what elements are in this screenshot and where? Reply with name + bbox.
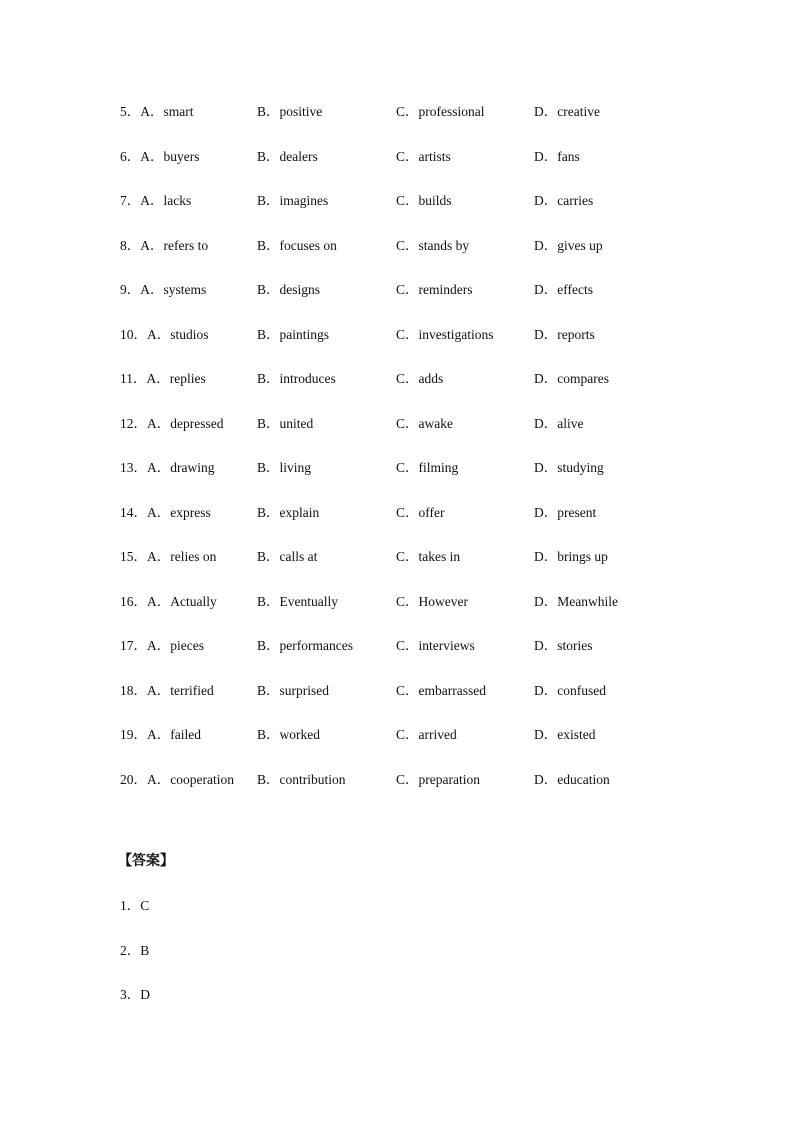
option-c: C．professional: [396, 104, 485, 119]
option-a: 12．A．depressed: [120, 415, 224, 431]
option-d: D．alive: [534, 415, 584, 431]
option-a: 19．A．failed: [120, 727, 201, 742]
question-row: [120, 770, 680, 815]
option-d: D．effects: [534, 282, 593, 297]
option-d: D．present: [534, 504, 597, 520]
option-c: C．builds: [396, 193, 452, 208]
question-row: [120, 280, 680, 325]
option-c: C．adds: [396, 371, 444, 386]
option-d: D．existed: [534, 727, 596, 742]
option-b: B．explain: [257, 504, 320, 520]
option-b: B．focuses on: [257, 237, 337, 253]
question-row: [120, 236, 680, 281]
option-a: 9．A．systems: [120, 282, 207, 297]
option-d: D．confused: [534, 682, 606, 698]
question-row: [120, 325, 680, 370]
question-row: [120, 191, 680, 236]
option-c: C．However: [396, 593, 468, 609]
option-a: 14．A．express: [120, 504, 211, 520]
question-row: [120, 681, 680, 726]
option-a: 11．A．replies: [120, 371, 206, 386]
option-a: 10．A．studios: [120, 326, 209, 342]
option-d: D．brings up: [534, 549, 608, 564]
option-d: D．carries: [534, 193, 594, 208]
question-row: [120, 102, 680, 147]
option-b: B．worked: [257, 727, 320, 742]
option-b: B．positive: [257, 104, 323, 119]
option-c: C．artists: [396, 148, 451, 164]
option-b: B．imagines: [257, 193, 329, 208]
option-a: 5．A．smart: [120, 104, 194, 119]
question-row: [120, 725, 680, 770]
answer-item: 2．B: [120, 942, 150, 958]
option-a: 7．A．lacks: [120, 193, 192, 208]
option-b: B．surprised: [257, 682, 329, 698]
option-d: D．Meanwhile: [534, 593, 618, 609]
option-a: 6．A．buyers: [120, 148, 200, 164]
option-d: D．fans: [534, 148, 580, 164]
option-a: 17．A．pieces: [120, 638, 204, 653]
option-c: C．investigations: [396, 326, 494, 342]
option-c: C．reminders: [396, 282, 473, 297]
option-b: B．introduces: [257, 371, 336, 386]
option-c: C．stands by: [396, 237, 470, 253]
answer-item: 3．D: [120, 987, 150, 1002]
option-b: B．dealers: [257, 148, 318, 164]
option-b: B．designs: [257, 282, 321, 297]
answer-list: [120, 896, 150, 1030]
option-d: D．gives up: [534, 237, 603, 253]
answer-item: 1．C: [120, 898, 150, 913]
option-b: B．united: [257, 415, 314, 431]
option-c: C．filming: [396, 460, 459, 475]
option-b: B．performances: [257, 638, 353, 653]
option-d: D．stories: [534, 638, 593, 653]
option-b: B．paintings: [257, 326, 330, 342]
answer-heading: 【答案】: [118, 853, 174, 869]
question-row: [120, 458, 680, 503]
option-d: D．education: [534, 771, 610, 787]
option-b: B．calls at: [257, 549, 318, 564]
question-row: [120, 636, 680, 681]
question-row: [120, 147, 680, 192]
option-a: 13．A．drawing: [120, 460, 215, 475]
option-c: C．awake: [396, 415, 453, 431]
option-a: 18．A．terrified: [120, 682, 214, 698]
option-c: C．embarrassed: [396, 682, 486, 698]
option-d: D．studying: [534, 460, 604, 475]
option-a: 20．A．cooperation: [120, 771, 234, 787]
option-c: C．interviews: [396, 638, 475, 653]
option-c: C．preparation: [396, 771, 480, 787]
option-c: C．arrived: [396, 727, 457, 742]
question-list: [120, 102, 680, 814]
option-c: C．takes in: [396, 549, 461, 564]
question-row: [120, 503, 680, 548]
question-row: [120, 414, 680, 459]
option-b: B．Eventually: [257, 593, 338, 609]
option-b: B．living: [257, 460, 312, 475]
option-d: D．compares: [534, 371, 609, 386]
option-b: B．contribution: [257, 771, 346, 787]
option-a: 15．A．relies on: [120, 549, 217, 564]
option-d: D．reports: [534, 326, 595, 342]
option-a: 16．A．Actually: [120, 593, 217, 609]
question-row: [120, 369, 680, 414]
option-a: 8．A．refers to: [120, 237, 209, 253]
option-c: C．offer: [396, 504, 445, 520]
option-d: D．creative: [534, 104, 600, 119]
question-row: [120, 547, 680, 592]
question-row: [120, 592, 680, 637]
